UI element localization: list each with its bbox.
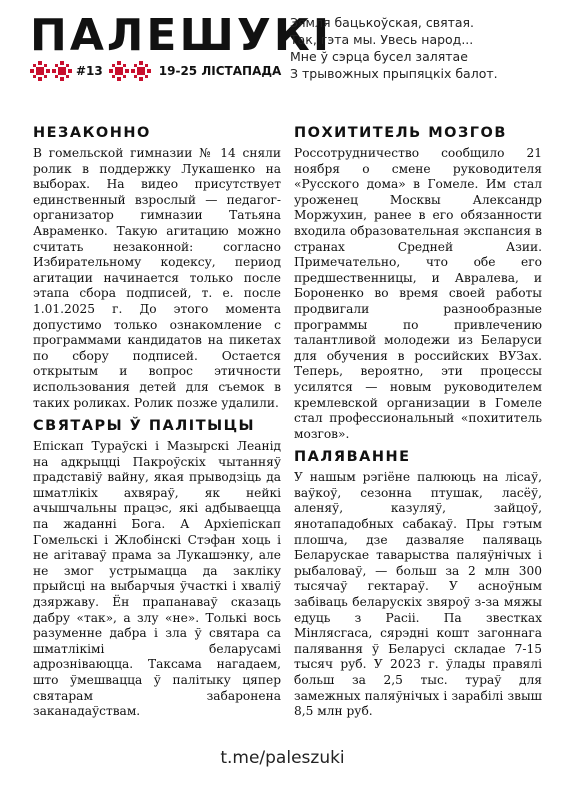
article-heading-palyavanne: ПАЛЯВАННЕ <box>294 449 411 466</box>
poem-line: Зямля бацькоўская, святая. <box>290 15 475 30</box>
article-body-pokhititel: Россотрудничество сообщило 21 ноября о смене руководителя «Русского дома» в Гомеле. Им стал уроженец Москвы Александр Моржухин, ранее в его обязанности входила образовательная экспансия в странах Средней Азии. Примечательно, что обе его предшественницы, и Авралева, и Бороненко во время своей работы продвигали разнообразные программы по привлечению талантливой молодежи из Беларуси для обучения в российских ВУЗах. Теперь, вероятно, эти процессы усилятся — новым руководителем кремлевской организации в Гомеле стал профессиональный «похититель мозгов». <box>294 146 542 441</box>
issue-dates: 19-25 ЛІСТАПАДА <box>158 64 282 78</box>
ornament-icon <box>131 61 151 81</box>
poem-line: Так, гэта мы. Увесь народ... <box>290 32 474 47</box>
article-body-palyavanne: У нашым рэгіёне палююць на лісаў, ваўкоў, сезонна птушак, ласёў, аленяў, казуляў, зайцоў, янотападобных сабакаў. Пры гэтым плошча, дзе дазваляе паляваць Беларускае таварыства паляўнічых і рыбаловаў, — больш за 2 млн 300 тысячаў гектараў. У асноўным забіваць беларускіх звяроў з-за мяжы едуць з Расіі. Па звестках Мінлясгаса, сярэдні кошт загоннага палявання ў Беларусі складае 7-15 тысяч руб. У 2023 г. ўлады правялі больш за 2,5 тыс. тураў для замежных паляўнічых і зарабілі звыш 8,5 млн руб. <box>294 470 542 719</box>
article-heading-nezakonno: НЕЗАКОННО <box>33 125 151 141</box>
ornament-icon <box>52 61 72 81</box>
newspaper-title: ПАЛЕШУКІ <box>30 10 333 61</box>
poem-line: Мне ў сэрца бусел залятае <box>290 49 468 64</box>
left-column <box>33 124 281 726</box>
masthead-ornament-row <box>30 60 332 82</box>
article-heading-svyatary: СВЯТАРЫ Ў ПАЛІТЫЦЫ <box>33 418 256 435</box>
epigraph-poem <box>290 14 498 82</box>
article-body-nezakonno: В гомельской гимназии № 14 сняли ролик в поддержку Лукашенко на выборах. На видео присутствует единственный взрослый — педагог-организатор гимназии Татьяна Авраменко. Такую агитацию можно считать незаконной: согласно Избирательному кодексу, период агитации начинается только после этапа сбора подписей, т. е. после 1.01.2025 г. До этого момента допустимо только ознакомление с программами кандидатов на пикетах по сбору подписей. Остается открытым и вопрос этичности использования детей для съемок в таких роликах. Ролик позже удалили. <box>33 146 281 410</box>
poem-line: З трывожных прыпяцкіх балот. <box>290 66 498 81</box>
telegram-link[interactable]: t.me/paleszuki <box>220 748 345 768</box>
ornament-icon <box>30 61 50 81</box>
article-heading-pokhititel: ПОХИТИТЕЛЬ МОЗГОВ <box>294 125 507 141</box>
article-body-svyatary: Епіскап Тураўскі і Мазырскі Леанід на адкрыцці Пакроўскіх чытанняў прадставіў вайну, якая прыводзіць да шматлікіх ахвяраў, як нейкі ачышчальны працэс, які адбываецца па жаданні Бога. А Архіепіскап Гомельскі і Жлобінскі Стэфан хоць і не агітаваў прама за Лукашэнку, але не змог устрымацца да закліку прыйсці на выбарчыя ўчасткі і хваліў дзяржаву. Ён прапанаваў сказаць дабру «так», а злу «не». Толькі вось разуменне дабра і зла ў святара са шматлікімі беларусамі адрозніваюцца. Таксама нагадаем, што ўмешвацца ў палітыку цяпер святарам забаронена заканадаўствам. <box>33 439 281 719</box>
right-column <box>294 124 542 726</box>
masthead <box>30 10 333 82</box>
ornament-icon <box>109 61 129 81</box>
issue-number: #13 <box>76 64 103 78</box>
